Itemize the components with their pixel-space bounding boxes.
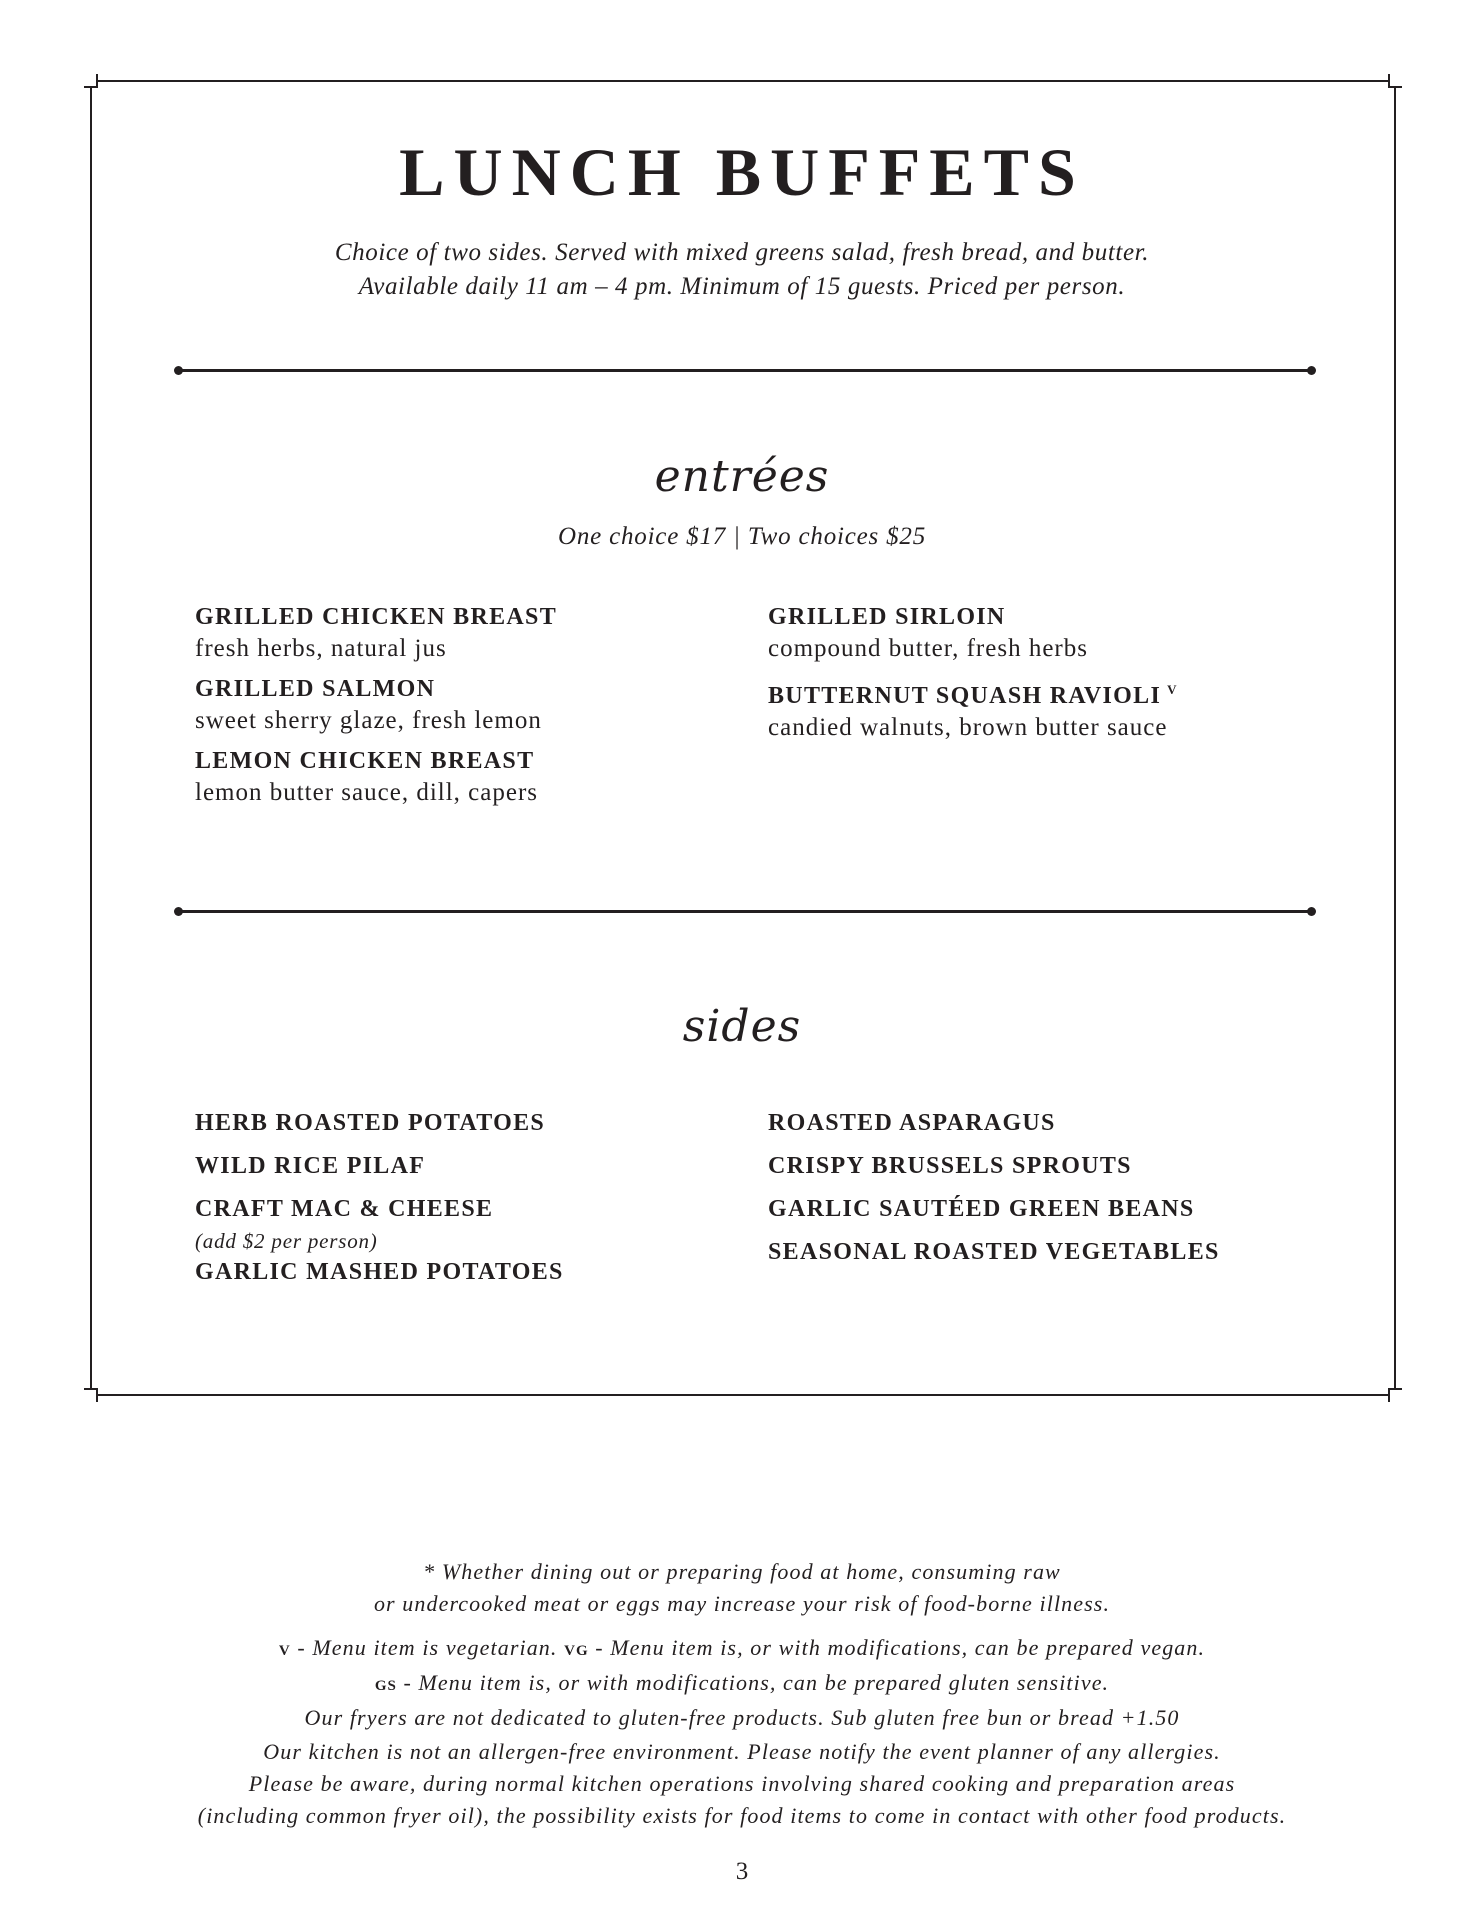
frame-corner-notch: [84, 1388, 98, 1402]
side-item: CRAFT MAC & CHEESE: [195, 1196, 494, 1222]
legend-line: [0, 1632, 1484, 1667]
entree-description: compound butter, fresh herbs: [768, 635, 1088, 662]
allergen-notice: [0, 1736, 1484, 1832]
gluten-sensitive-abbr: GS: [374, 1678, 397, 1694]
sides-right-column: [768, 1108, 1328, 1280]
legend-text: - Menu item is, or with modifications, can be prepared vegan.: [588, 1635, 1206, 1660]
footer-line: (including common fryer oil), the possibility exists for food items to come in contact with other food products.: [197, 1803, 1287, 1828]
legend-line: [0, 1667, 1484, 1702]
page-number: 3: [735, 1858, 749, 1885]
vegetarian-mark: V: [1167, 682, 1177, 697]
section-divider: [178, 369, 1312, 372]
side-item: GARLIC MASHED POTATOES: [195, 1259, 564, 1285]
frame-corner-notch: [1388, 1388, 1402, 1402]
entree-description: sweet sherry glaze, fresh lemon: [195, 707, 542, 734]
subtitle-line: Available daily 11 am – 4 pm. Minimum of 15 guests. Priced per person.: [358, 273, 1126, 300]
footer-line: or undercooked meat or eggs may increase your risk of food-borne illness.: [373, 1591, 1111, 1616]
entree-item: [195, 602, 755, 665]
entree-item: [768, 674, 1328, 744]
entree-name: GRILLED SIRLOIN: [768, 604, 1006, 630]
entrees-pricing: One choice $17 | Two choices $25: [557, 523, 927, 550]
entrees-left-column: [195, 602, 755, 818]
entree-item: [768, 602, 1328, 665]
legend-text: - Menu item is, or with modifications, can be prepared gluten sensitive.: [396, 1670, 1110, 1695]
entrees-heading: entrées: [654, 451, 830, 502]
side-item: HERB ROASTED POTATOES: [195, 1110, 546, 1136]
side-item: CRISPY BRUSSELS SPROUTS: [768, 1153, 1132, 1179]
entree-name: GRILLED CHICKEN BREAST: [195, 604, 558, 630]
entree-item: [195, 674, 755, 737]
frame-corner-notch: [1388, 74, 1402, 88]
side-item: WILD RICE PILAF: [195, 1153, 426, 1179]
subtitle-line: Choice of two sides. Served with mixed greens salad, fresh bread, and butter.: [334, 239, 1150, 266]
side-item: SEASONAL ROASTED VEGETABLES: [768, 1239, 1220, 1265]
menu-subtitle: [0, 236, 1484, 304]
sides-heading: sides: [682, 1001, 802, 1052]
side-item: ROASTED ASPARAGUS: [768, 1110, 1056, 1136]
footer-line: Our kitchen is not an allergen-free environment. Please notify the event planner of any allergies.: [263, 1739, 1221, 1764]
vegetarian-abbr: V: [278, 1643, 291, 1659]
section-divider: [178, 910, 1312, 913]
frame-corner-notch: [84, 74, 98, 88]
entree-name: GRILLED SALMON: [195, 676, 436, 702]
fryer-note: Our fryers are not dedicated to gluten-free products. Sub gluten free bun or bread +1.50: [304, 1705, 1180, 1730]
vegan-abbr: VG: [564, 1643, 589, 1659]
side-item: GARLIC SAUTÉED GREEN BEANS: [768, 1196, 1195, 1222]
entree-name: LEMON CHICKEN BREAST: [195, 748, 535, 774]
side-surcharge-note: (add $2 per person): [195, 1229, 378, 1253]
legend-text: - Menu item is vegetarian.: [290, 1635, 565, 1660]
entree-description: fresh herbs, natural jus: [195, 635, 447, 662]
footer-line: Please be aware, during normal kitchen operations involving shared cooking and preparation areas: [248, 1771, 1236, 1796]
entree-item: [195, 746, 755, 809]
entree-name-row: [768, 674, 1328, 712]
entree-name: BUTTERNUT SQUASH RAVIOLI: [768, 683, 1162, 709]
footer-line: * Whether dining out or preparing food at home, consuming raw: [423, 1559, 1061, 1584]
sides-left-column: [195, 1108, 755, 1300]
entree-description: candied walnuts, brown butter sauce: [768, 714, 1168, 741]
page-title: LUNCH BUFFETS: [399, 134, 1085, 210]
entree-description: lemon butter sauce, dill, capers: [195, 779, 538, 806]
dietary-legend: [0, 1632, 1484, 1734]
entrees-right-column: [768, 602, 1328, 753]
raw-food-warning: [0, 1556, 1484, 1620]
